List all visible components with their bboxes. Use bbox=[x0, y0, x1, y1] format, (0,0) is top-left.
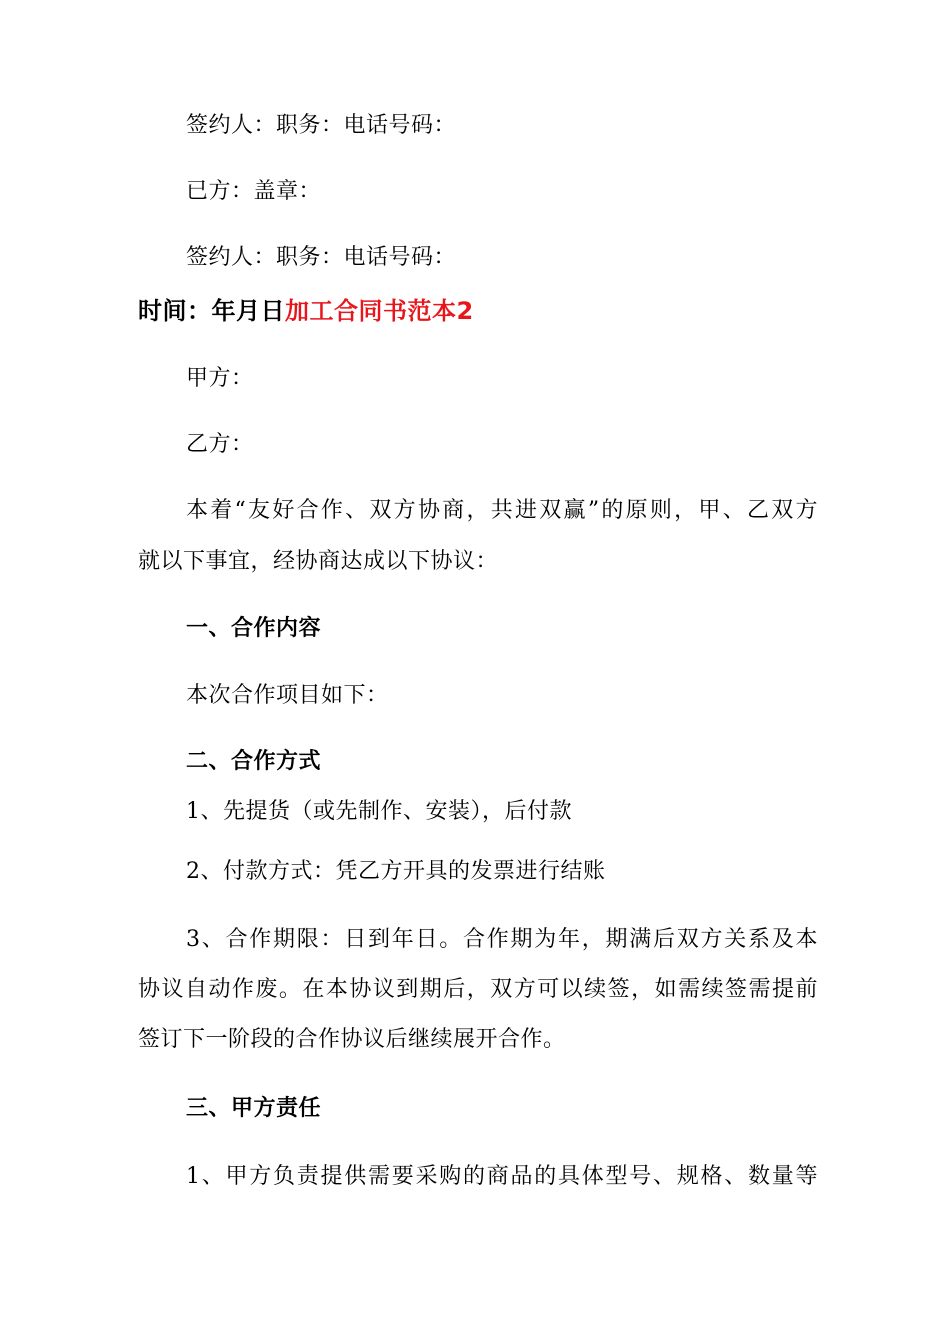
section-2-item-3-line-1: 3、合作期限：日到年日。合作期为年，期满后双方关系及本 bbox=[186, 927, 818, 952]
seal-line-party-c: 已方：盖章： bbox=[186, 179, 322, 204]
signer-line-party-c: 签约人：职务：电话号码： bbox=[186, 245, 457, 270]
section-1-body: 本次合作项目如下： bbox=[186, 683, 389, 708]
section-2-heading: 二、合作方式 bbox=[186, 749, 322, 774]
party-a-line: 甲方： bbox=[186, 366, 254, 391]
section-1-heading: 一、合作内容 bbox=[186, 616, 322, 641]
date-and-title-line bbox=[138, 296, 474, 326]
party-b-line: 乙方： bbox=[186, 432, 254, 457]
document-title: 加工合同书范本2 bbox=[285, 297, 474, 325]
intro-paragraph-line-1: 本着“友好合作、双方协商，共进双赢”的原则，甲、乙双方 bbox=[186, 498, 818, 523]
intro-paragraph-line-2: 就以下事宜，经协商达成以下协议： bbox=[138, 549, 499, 574]
section-2-item-1: 1、先提货（或先制作、安装），后付款 bbox=[186, 799, 572, 824]
section-2-item-2: 2、付款方式：凭乙方开具的发票进行结账 bbox=[186, 859, 606, 884]
section-3-heading: 三、甲方责任 bbox=[186, 1096, 322, 1121]
signer-line-party-b: 签约人：职务：电话号码： bbox=[186, 113, 457, 138]
date-label: 时间：年月日 bbox=[138, 297, 285, 325]
section-2-item-3-line-2: 协议自动作废。在本协议到期后，双方可以续签，如需续签需提前 bbox=[138, 977, 818, 1002]
section-3-item-1-line-1: 1、甲方负责提供需要采购的商品的具体型号、规格、数量等 bbox=[186, 1164, 818, 1189]
section-2-item-3-line-3: 签订下一阶段的合作协议后继续展开合作。 bbox=[138, 1027, 566, 1052]
